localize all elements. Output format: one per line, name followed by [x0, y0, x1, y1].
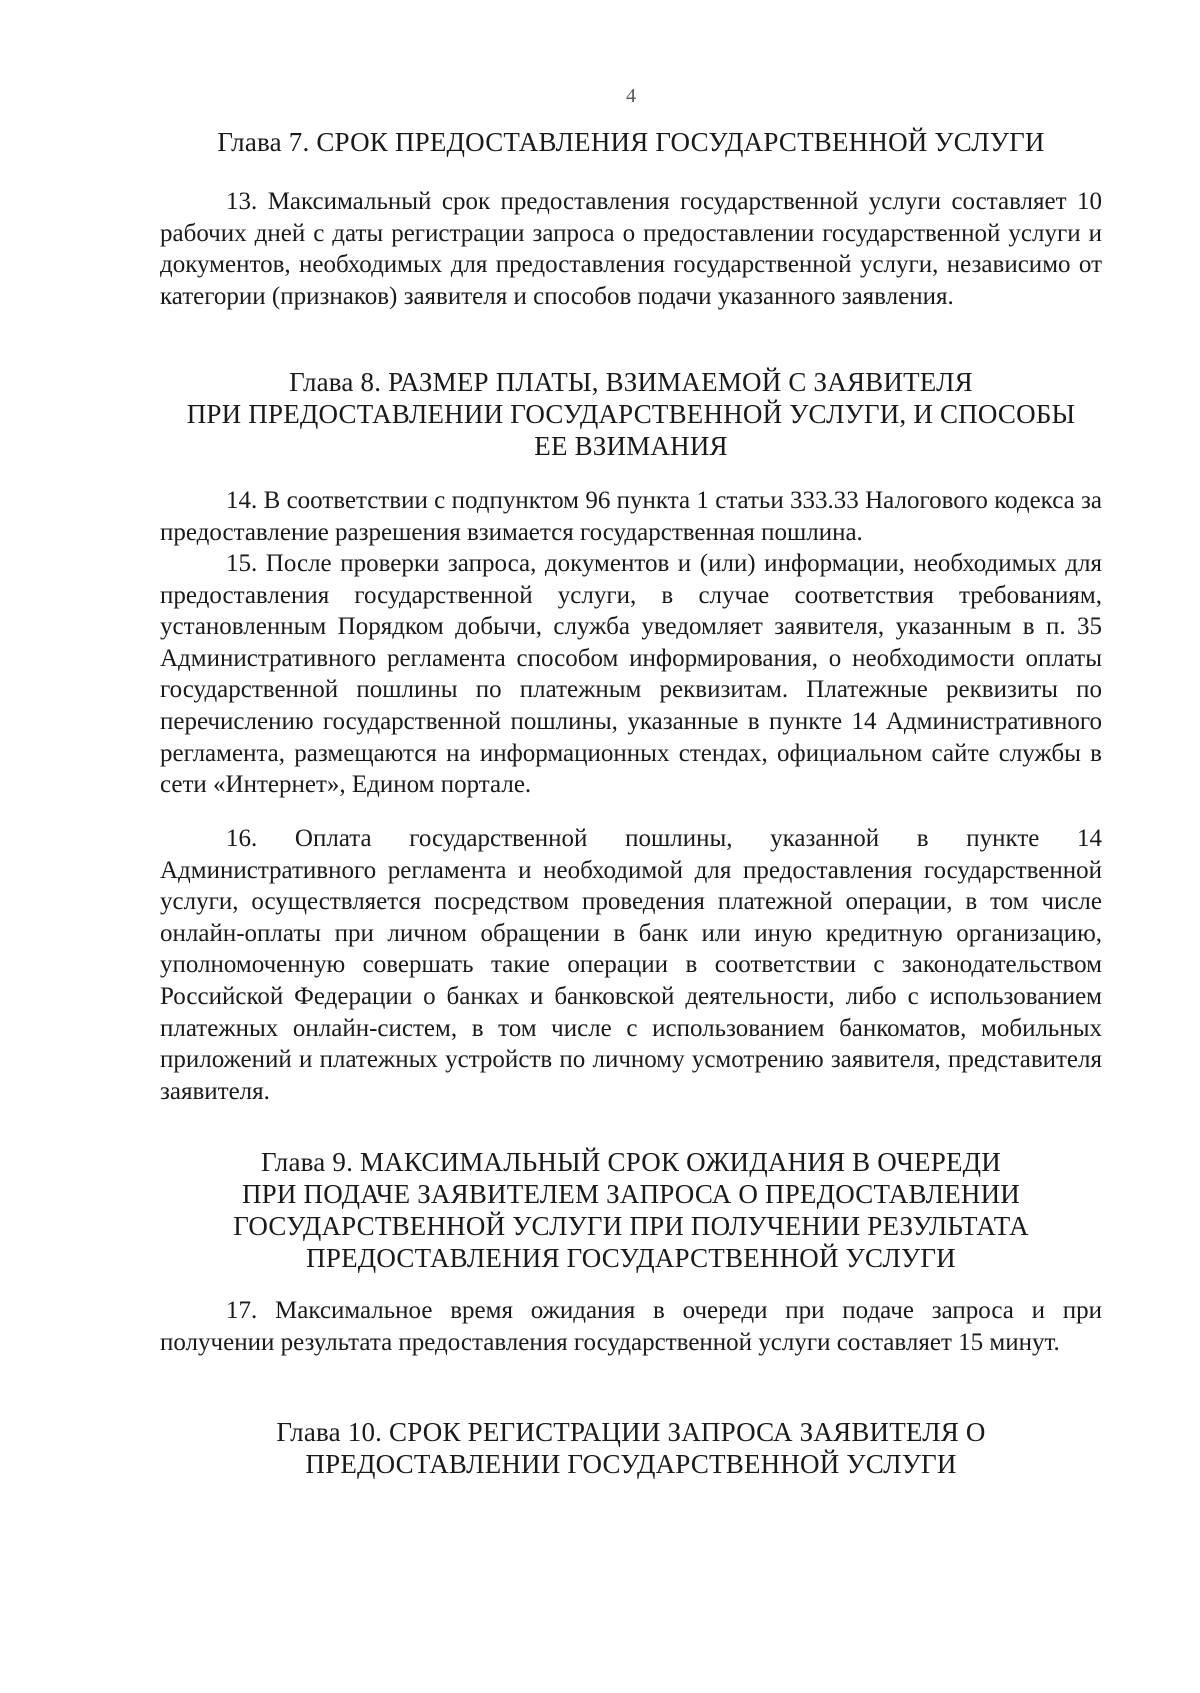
chapter-9-heading [160, 1146, 1102, 1274]
heading-line: Глава 10. СРОК РЕГИСТРАЦИИ ЗАПРОСА ЗАЯВИТЕЛЯ О [276, 1417, 986, 1447]
paragraph-17: 17. Максимальное время ожидания в очереди при подаче запроса и при получении результата предоставления государственной услуги составляет 15 минут. [160, 1297, 1102, 1356]
heading-line: ПРИ ПРЕДОСТАВЛЕНИИ ГОСУДАРСТВЕННОЙ УСЛУГИ, И СПОСОБЫ [186, 399, 1076, 429]
heading-line: Глава 7. СРОК ПРЕДОСТАВЛЕНИЯ ГОСУДАРСТВЕННОЙ УСЛУГИ [217, 127, 1045, 157]
paragraph-16: 16. Оплата государственной пошлины, указанной в пункте 14 Административного регламента и необходимой для предоставления государственной услуги, осуществляется посредством проведения платежной операции, в том числе онлайн-оплаты при личном обращении в банк или иную кредитную организацию, уполномоченную совершать такие операции в соответствии с законодательством Российской Федерации о банках и банковской деятельности, либо с использованием платежных онлайн-систем, в том числе с использованием банкоматов, мобильных приложений и платежных устройств по личному усмотрению заявителя, представителя заявителя. [160, 825, 1102, 1105]
page-number: 4 [626, 85, 636, 107]
chapter-8-heading [160, 366, 1102, 462]
paragraph-15: 15. После проверки запроса, документов и (или) информации, необходимых для предоставления государственной услуги, в случае соответствия требованиям, установленным Порядком добычи, служба уведомляет заявителя, указанным в п. 35 Административного регламента способом информирования, о необходимости оплаты государственной пошлины по платежным реквизитам. Платежные реквизиты по перечислению государственной пошлины, указанные в пункте 14 Административного регламента, размещаются на информационных стендах, официальном сайте службы в сети «Интернет», Едином портале. [160, 550, 1102, 799]
paragraph-13: 13. Максимальный срок предоставления государственной услуги составляет 10 рабочих дней с даты регистрации запроса о предоставлении государственной услуги и документов, необходимых для предоставления государственной услуги, независимо от категории (признаков) заявителя и способов подачи указанного заявления. [160, 188, 1102, 310]
chapter-7-heading [160, 126, 1102, 158]
heading-line: ЕЕ ВЗИМАНИЯ [534, 431, 728, 461]
paragraph-14: 14. В соответствии с подпунктом 96 пункта 1 статьи 333.33 Налогового кодекса за предоставление разрешения взимается государственная пошлина. [160, 487, 1102, 546]
heading-line: ПРЕДОСТАВЛЕНИЯ ГОСУДАРСТВЕННОЙ УСЛУГИ [306, 1243, 956, 1273]
heading-line: ГОСУДАРСТВЕННОЙ УСЛУГИ ПРИ ПОЛУЧЕНИИ РЕЗУЛЬТАТА [233, 1211, 1029, 1241]
heading-line: Глава 9. МАКСИМАЛЬНЫЙ СРОК ОЖИДАНИЯ В ОЧЕРЕДИ [261, 1147, 1001, 1177]
heading-line: ПРЕДОСТАВЛЕНИИ ГОСУДАРСТВЕННОЙ УСЛУГИ [305, 1449, 957, 1479]
heading-line: Глава 8. РАЗМЕР ПЛАТЫ, ВЗИМАЕМОЙ С ЗАЯВИТЕЛЯ [289, 367, 973, 397]
heading-line: ПРИ ПОДАЧЕ ЗАЯВИТЕЛЕМ ЗАПРОСА О ПРЕДОСТАВЛЕНИИ [241, 1179, 1020, 1209]
chapter-10-heading [160, 1416, 1102, 1480]
